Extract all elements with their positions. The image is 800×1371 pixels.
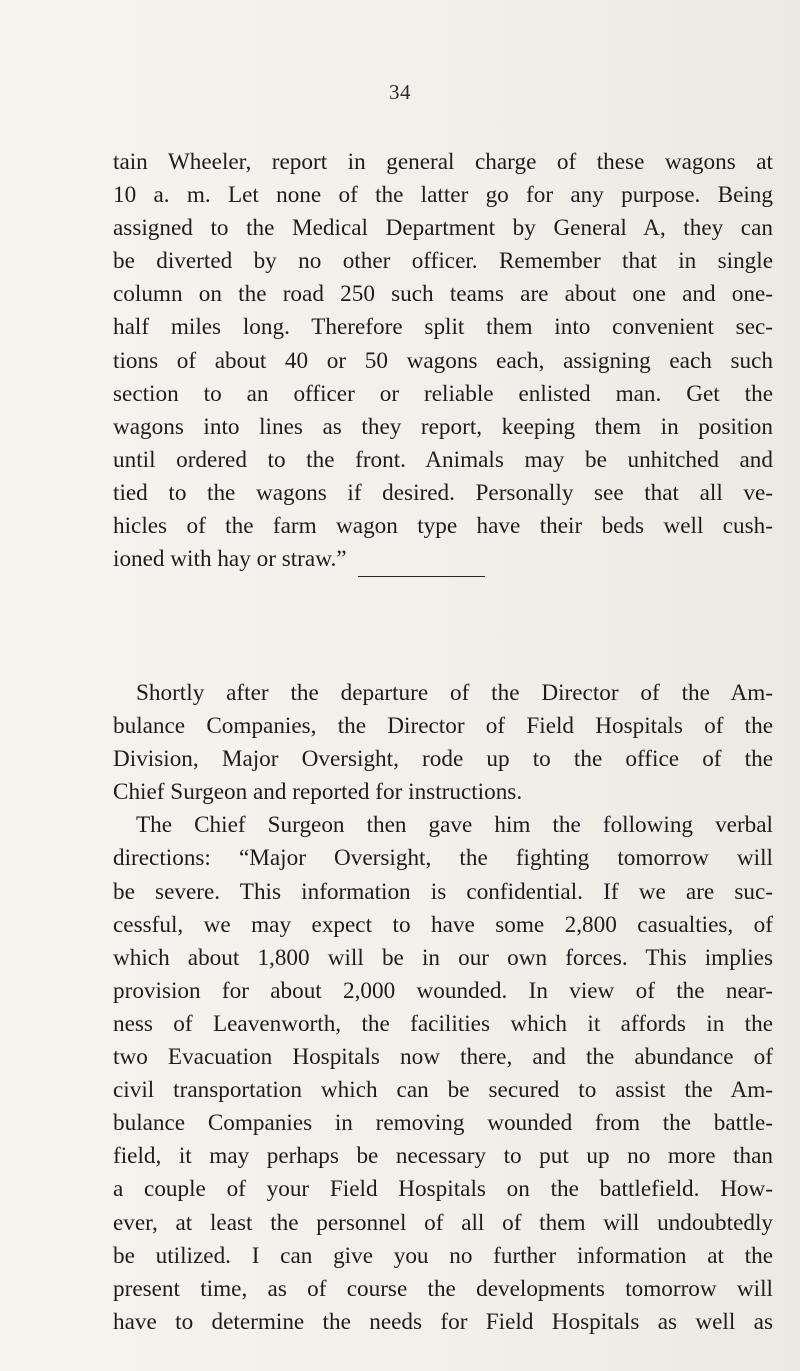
- text-line: be severe. This information is confidential. If we are suc-: [113, 878, 773, 905]
- text-line: section to an officer or reliable enlisted man. Get the: [113, 380, 773, 407]
- text-line: present time, as of course the developments tomorrow will: [113, 1275, 773, 1302]
- text-line: bulance Companies in removing wounded from the battle-: [113, 1110, 773, 1137]
- text-line: The Chief Surgeon then gave him the following verbal: [136, 812, 773, 839]
- text-line: have to determine the needs for Field Hospitals as well as: [113, 1308, 773, 1335]
- text-line: half miles long. Therefore split them into convenient sec-: [113, 314, 773, 341]
- text-line: ness of Leavenworth, the facilities which it affords in the: [113, 1010, 773, 1037]
- text-line: two Evacuation Hospitals now there, and the abundance of: [113, 1044, 773, 1071]
- paragraph-order-continuation: [113, 146, 773, 576]
- text-line: Chief Surgeon and reported for instructions.: [113, 779, 523, 806]
- text-line: ever, at least the personnel of all of them will undoubtedly: [113, 1209, 773, 1236]
- text-line: assigned to the Medical Department by General A, they can: [113, 215, 773, 242]
- text-line: directions: “Major Oversight, the fighting tomorrow will: [113, 845, 773, 872]
- text-line: Division, Major Oversight, rode up to the office of the: [113, 746, 773, 773]
- text-line: which about 1,800 will be in our own forces. This implies: [113, 944, 773, 971]
- text-line: civil transportation which can be secured to assist the Am-: [113, 1077, 773, 1104]
- text-line: tain Wheeler, report in general charge of these wagons at: [113, 149, 773, 175]
- text-line: 10 a. m. Let none of the latter go for any purpose. Being: [113, 182, 773, 209]
- text-line: wagons into lines as they report, keeping them in position: [113, 413, 773, 440]
- text-line: column on the road 250 such teams are about one and one-: [113, 281, 773, 308]
- text-line: tions of about 40 or 50 wagons each, assigning each such: [113, 347, 773, 374]
- text-line: field, it may perhaps be necessary to put up no more than: [113, 1143, 773, 1170]
- text-line: Shortly after the departure of the Director of the Am-: [136, 680, 773, 706]
- text-line: be diverted by no other officer. Remember that in single: [113, 248, 773, 275]
- text-line: provision for about 2,000 wounded. In view of the near-: [113, 977, 773, 1004]
- text-line: be utilized. I can give you no further information at the: [113, 1242, 773, 1269]
- text-line: bulance Companies, the Director of Field Hospitals of the: [113, 713, 773, 740]
- page-number: 34: [389, 80, 411, 104]
- text-line: until ordered to the front. Animals may be unhitched and: [113, 446, 773, 473]
- text-line: hicles of the farm wagon type have their beds well cush-: [113, 513, 773, 540]
- text-line: cessful, we may expect to have some 2,800 casualties, of: [113, 911, 773, 938]
- text-line: ioned with hay or straw.”: [113, 546, 347, 573]
- section-divider: [358, 576, 485, 577]
- text-line: tied to the wagons if desired. Personally see that all ve-: [113, 479, 773, 506]
- paragraph-group-field-hospitals: [113, 677, 773, 1339]
- text-line: a couple of your Field Hospitals on the battlefield. How-: [113, 1176, 773, 1203]
